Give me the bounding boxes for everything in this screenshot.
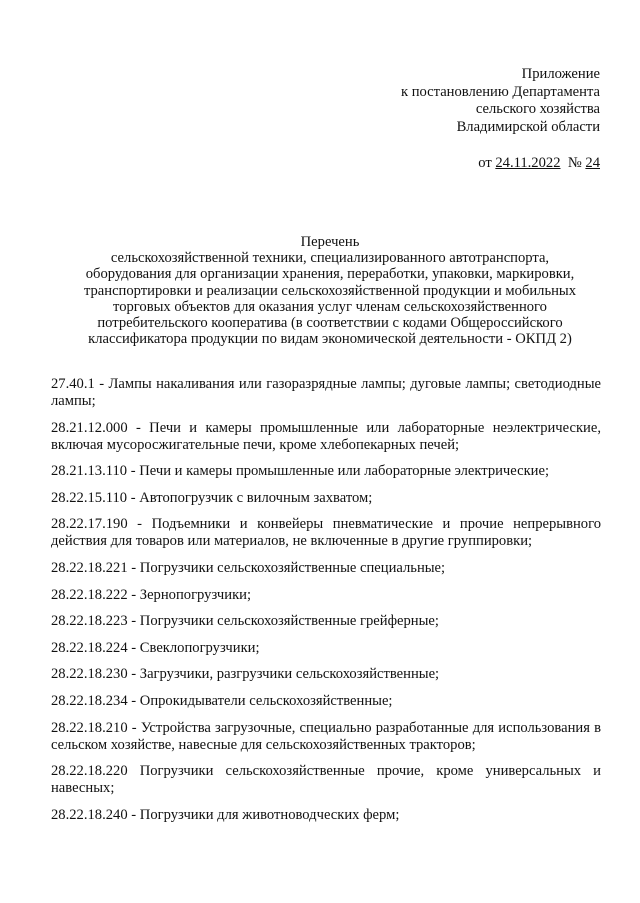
- resolution-reference: к постановлению Департамента: [400, 83, 600, 100]
- resolution-date-line: [478, 155, 600, 172]
- list-item: 28.22.18.223 - Погрузчики сельскохозяйственные грейферные;: [51, 613, 439, 630]
- title-line: классификатора продукции по видам экономической деятельности - ОКПД 2): [88, 331, 572, 348]
- list-item: 28.21.12.000 - Печи и камеры промышленные или лабораторные неэлектрические, включая мусоросжигательные печи, кроме хлебопекарных печей;: [51, 419, 601, 453]
- date-prefix: от: [478, 155, 492, 171]
- title-line: потребительского кооператива (в соответствии с кодами Общероссийского: [97, 315, 563, 332]
- list-item: 28.22.18.222 - Зернопогрузчики;: [51, 586, 252, 603]
- appendix-header: [401, 66, 600, 136]
- title-line: сельскохозяйственной техники, специализированного автотранспорта,: [110, 250, 550, 267]
- list-item: 28.22.18.220 Погрузчики сельскохозяйственные прочие, кроме универсальных и навесных;: [51, 763, 601, 797]
- title-line: оборудования для организации хранения, переработки, упаковки, маркировки,: [85, 266, 575, 283]
- document-title: [40, 234, 620, 347]
- resolution-date: 24.11.2022: [495, 155, 561, 171]
- title-line: транспортировки и реализации сельскохозяйственной продукции и мобильных: [83, 282, 577, 299]
- title-heading: Перечень: [300, 234, 360, 250]
- appendix-label: Приложение: [521, 66, 600, 82]
- okpd-code-list: [51, 376, 601, 833]
- list-item: 28.22.18.224 - Свеклопогрузчики;: [51, 639, 260, 656]
- title-line: торговых объектов для оказания услуг членам сельскохозяйственного: [113, 298, 547, 315]
- list-item: 28.22.18.230 - Загрузчики, разгрузчики сельскохозяйственные;: [51, 666, 440, 683]
- list-item: 28.22.17.190 - Подъемники и конвейеры пневматические и прочие непрерывного действия для товаров или материалов, не включенные в другие группировки;: [51, 516, 601, 550]
- list-item: 28.22.18.240 - Погрузчики для животноводческих ферм;: [51, 806, 400, 823]
- list-item: 28.22.15.110 - Автопогрузчик с вилочным захватом;: [51, 489, 373, 506]
- list-item: 28.22.18.221 - Погрузчики сельскохозяйственные специальные;: [51, 559, 446, 576]
- resolution-number: 24: [585, 155, 600, 171]
- list-item: 28.21.13.110 - Печи и камеры промышленные или лабораторные электрические;: [51, 463, 550, 480]
- region-line: Владимирской области: [456, 118, 600, 135]
- list-item: 28.22.18.234 - Опрокидыватели сельскохозяйственные;: [51, 692, 393, 709]
- list-item: 28.22.18.210 - Устройства загрузочные, специально разработанные для использования в сельском хозяйстве, навесные для сельскохозяйственных тракторов;: [51, 719, 601, 753]
- list-item: 27.40.1 - Лампы накаливания или газоразрядные лампы; дуговые лампы; светодиодные лампы;: [51, 376, 601, 409]
- number-sign: №: [567, 155, 582, 171]
- department-line: сельского хозяйства: [475, 101, 600, 117]
